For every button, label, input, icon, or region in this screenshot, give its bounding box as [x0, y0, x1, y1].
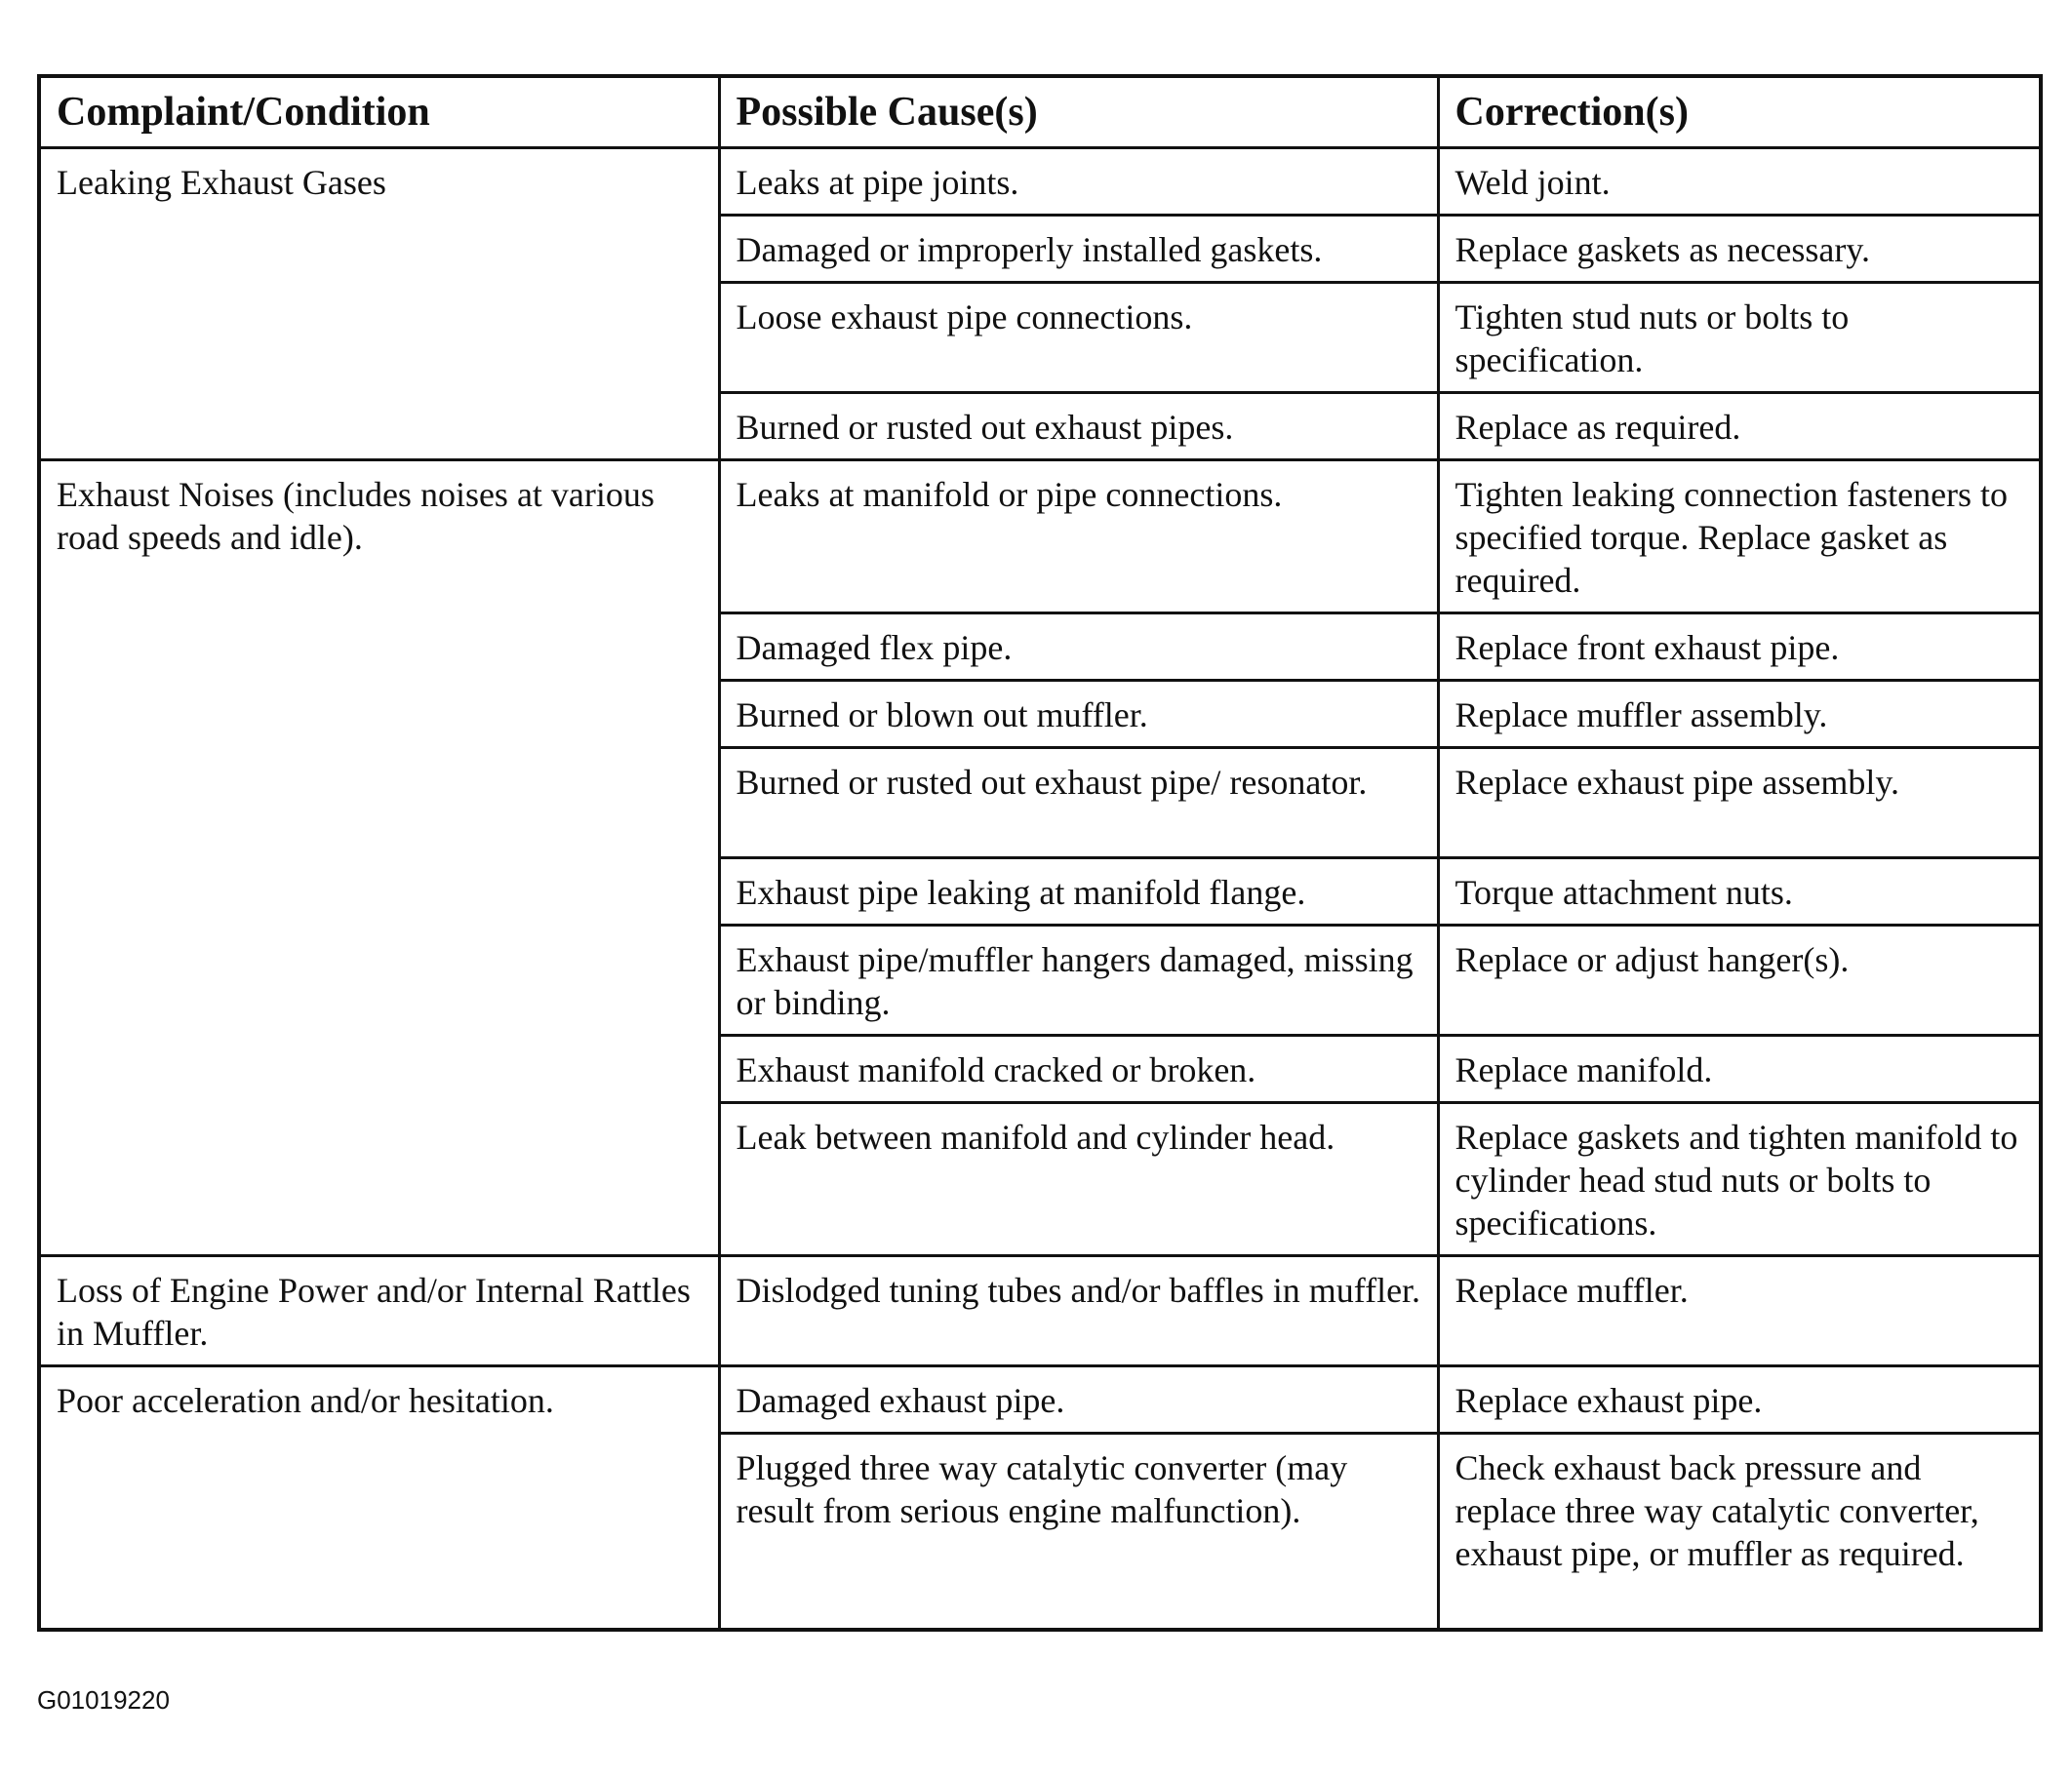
- correction-cell: Tighten leaking connection fasteners to specified torque. Replace gasket as required.: [1438, 460, 2041, 613]
- cause-cell: Leaks at manifold or pipe connections.: [719, 460, 1438, 613]
- cause-cell: Burned or rusted out exhaust pipe/ resonator.: [719, 748, 1438, 858]
- correction-cell: Replace exhaust pipe assembly.: [1438, 748, 2041, 858]
- header-corrections: Correction(s): [1438, 76, 2041, 148]
- correction-cell: Replace manifold.: [1438, 1036, 2041, 1103]
- table-row: [39, 1256, 2041, 1366]
- condition-cell: Poor acceleration and/or hesitation.: [39, 1366, 719, 1631]
- cause-cell: Damaged or improperly installed gaskets.: [719, 216, 1438, 283]
- table-row: [39, 460, 2041, 613]
- cause-cell: Damaged exhaust pipe.: [719, 1366, 1438, 1434]
- cause-cell: Loose exhaust pipe connections.: [719, 283, 1438, 393]
- table-row: [39, 1366, 2041, 1434]
- figure-id-label: G01019220: [37, 1685, 170, 1715]
- correction-cell: Replace gaskets as necessary.: [1438, 216, 2041, 283]
- correction-cell: Tighten stud nuts or bolts to specification.: [1438, 283, 2041, 393]
- correction-cell: Replace as required.: [1438, 393, 2041, 460]
- table-body: [39, 148, 2041, 1631]
- correction-cell: Replace or adjust hanger(s).: [1438, 926, 2041, 1036]
- cause-cell: Burned or blown out muffler.: [719, 681, 1438, 748]
- header-complaint-condition: Complaint/Condition: [39, 76, 719, 148]
- correction-cell: Torque attachment nuts.: [1438, 858, 2041, 926]
- cause-cell: Damaged flex pipe.: [719, 613, 1438, 681]
- condition-cell: Loss of Engine Power and/or Internal Rattles in Muffler.: [39, 1256, 719, 1366]
- correction-cell: Weld joint.: [1438, 148, 2041, 216]
- diagnosis-table-container: [37, 74, 2039, 1632]
- cause-cell: Plugged three way catalytic converter (may result from serious engine malfunction).: [719, 1434, 1438, 1631]
- exhaust-diagnosis-table: [37, 74, 2043, 1632]
- condition-cell: Leaking Exhaust Gases: [39, 148, 719, 460]
- cause-cell: Exhaust manifold cracked or broken.: [719, 1036, 1438, 1103]
- table-header-row: [39, 76, 2041, 148]
- cause-cell: Exhaust pipe leaking at manifold flange.: [719, 858, 1438, 926]
- correction-cell: Replace front exhaust pipe.: [1438, 613, 2041, 681]
- cause-cell: Leak between manifold and cylinder head.: [719, 1103, 1438, 1256]
- correction-cell: Replace muffler assembly.: [1438, 681, 2041, 748]
- correction-cell: Replace muffler.: [1438, 1256, 2041, 1366]
- header-possible-causes: Possible Cause(s): [719, 76, 1438, 148]
- table-row: [39, 148, 2041, 216]
- cause-cell: Exhaust pipe/muffler hangers damaged, missing or binding.: [719, 926, 1438, 1036]
- correction-cell: Check exhaust back pressure and replace three way catalytic converter, exhaust pipe, or muffler as required.: [1438, 1434, 2041, 1631]
- cause-cell: Burned or rusted out exhaust pipes.: [719, 393, 1438, 460]
- correction-cell: Replace gaskets and tighten manifold to cylinder head stud nuts or bolts to specifications.: [1438, 1103, 2041, 1256]
- cause-cell: Leaks at pipe joints.: [719, 148, 1438, 216]
- correction-cell: Replace exhaust pipe.: [1438, 1366, 2041, 1434]
- condition-cell: Exhaust Noises (includes noises at various road speeds and idle).: [39, 460, 719, 1256]
- cause-cell: Dislodged tuning tubes and/or baffles in muffler.: [719, 1256, 1438, 1366]
